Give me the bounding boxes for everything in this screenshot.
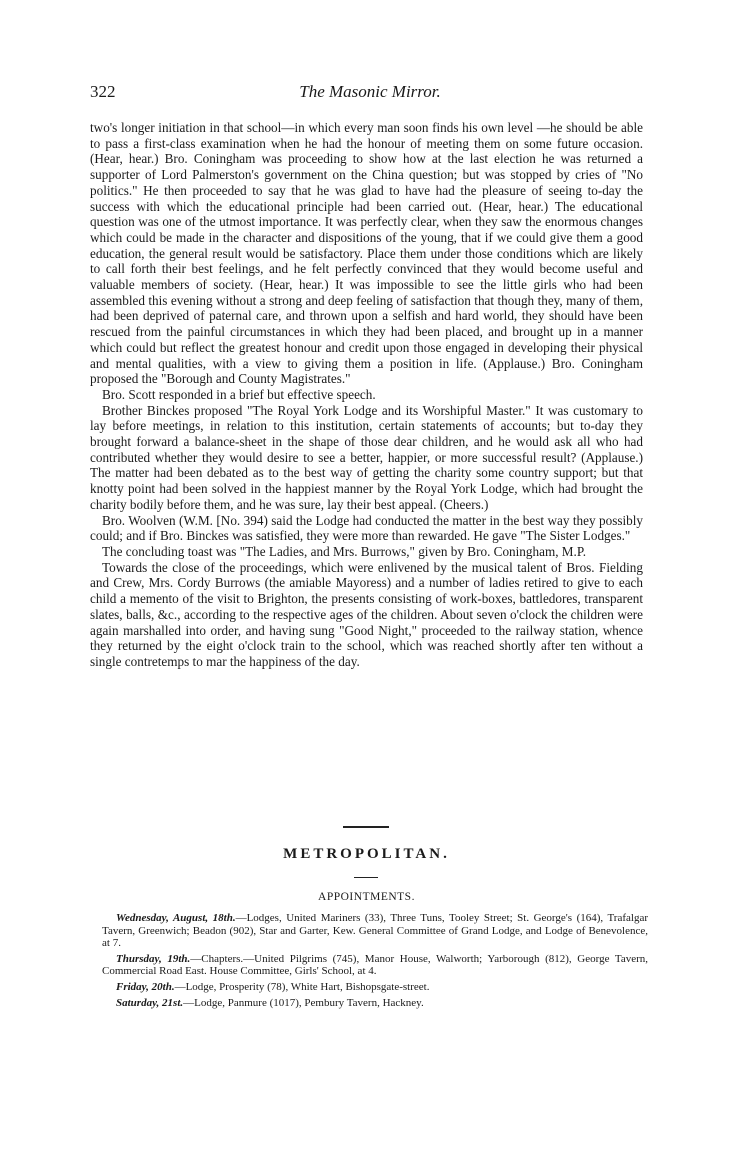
appointment-entry	[102, 912, 648, 950]
appointment-text: —Lodge, Prosperity (78), White Hart, Bishopsgate-street.	[174, 980, 430, 993]
page-number: 322	[90, 82, 116, 101]
appointment-day: Wednesday, August, 18th.	[116, 912, 236, 924]
paragraph: Bro. Woolven (W.M. [No. 394) said the Lodge had conducted the matter in the best way they possibly could; and if Bro. Binckes was satisfied, they were more than rewarded. He gave "The Sister Lodges."	[90, 512, 643, 544]
appointment-day: Saturday, 21st.	[116, 996, 184, 1009]
appointment-entry	[102, 997, 648, 1010]
running-head	[90, 82, 650, 102]
paragraph: Bro. Scott responded in a brief but effective speech.	[102, 386, 376, 402]
article-body	[90, 120, 643, 670]
paragraph: Towards the close of the proceedings, which were enlivened by the musical talent of Bros. Fielding and Crew, Mrs. Cordy Burrows (the amiable Mayoress) and a number of ladies retired to give to each child a memento of the visit to Brighton, the presents consisting of work-boxes, battledores, transparent slates, balls, &c., according to the respective ages of the children. About seven o'clock the children were again marshalled into order, and having sung "Good Night," proceeded to the railway station, whence they returned by the eight o'clock train to the school, which was reached shortly after ten without a single contretemps to mar the happiness of the day.	[90, 559, 643, 669]
appointment-text: —Chapters.—United Pilgrims (745), Manor House, Walworth; Yarborough (812), George Tavern, Commercial Road East. House Committee, Girls' School, at 4.	[102, 952, 648, 978]
appointment-day: Thursday, 19th.	[116, 952, 191, 965]
appointments-list	[102, 912, 648, 1012]
section-divider	[343, 826, 389, 828]
paragraph: two's longer initiation in that school—in which every man soon finds his own level —he should be able to pass a first-class examination when he had the honour of meeting them on some future occasion. (Hear, hear.) Bro. Coningham was proceeding to show how at the last election he was returned a supporter of Lord Palmerston's government on the China question; but was stopped by cries of "No politics." He then proceeded to say that he was glad to have had the pleasure of seeing to-day the success with which the educational principle had been carried out. (Hear, hear.) The educational question was one of the utmost importance. It was perfectly clear, when they saw the enormous changes which could be made in the character and dispositions of the young, that if we could give them a good education, the general result would be satisfactory. Place them under those conditions which are likely to call forth their best feelings, and he felt perfectly convinced that they would become useful and valuable members of society. (Hear, hear.) It was impossible to see the little girls who had been assembled this evening without a strong and deep feeling of satisfaction that though they, many of them, had been deprived of paternal care, and thrown upon a selfish and hard world, they should have been rescued from the painful circumstances in which they had been placed, and brought up in a manner which could but reflect the greatest honour and credit upon those engaged in developing their physical and mental qualities, with a view to giving them a position in life. (Applause.) Bro. Coningham proposed the "Borough and County Magistrates."	[90, 120, 643, 387]
paragraph: The concluding toast was "The Ladies, and Mrs. Burrows," given by Bro. Coningham, M.P.	[102, 543, 586, 559]
section-title: METROPOLITAN.	[283, 846, 450, 862]
appointment-entry	[102, 981, 648, 994]
subsection-divider	[354, 877, 378, 878]
appointment-day: Friday, 20th.	[116, 980, 175, 993]
appointment-text: —Lodge, Panmure (1017), Pembury Tavern, Hackney.	[183, 996, 424, 1009]
appointment-entry	[102, 953, 648, 978]
journal-title: The Masonic Mirror.	[299, 82, 441, 101]
paragraph: Brother Binckes proposed "The Royal York Lodge and its Worshipful Master." It was customary to lay before meetings, in relation to this institution, certain statements of accounts; but to-day they brought forward a balance-sheet in the shape of those dear children, and he would ask all who had contributed whether they would desire to see a better, happier, or more successful result? (Applause.) The matter had been debated as to the best way of getting the charity some country support; but that knotty point had been solved in the happiest manner by the Royal York Lodge, which had brought the charity bodily before them, and he was sure, lay their best appeal. (Cheers.)	[90, 402, 643, 512]
appointment-text: —Lodges, United Mariners (33), Three Tuns, Tooley Street; St. George's (164), Trafalgar Tavern, Greenwich; Beadon (902), Star and Garter, Kew. General Committee of Grand Lodge, and Lodge of Benevolence, at 7.	[102, 912, 648, 950]
section-subtitle: APPOINTMENTS.	[318, 891, 415, 903]
